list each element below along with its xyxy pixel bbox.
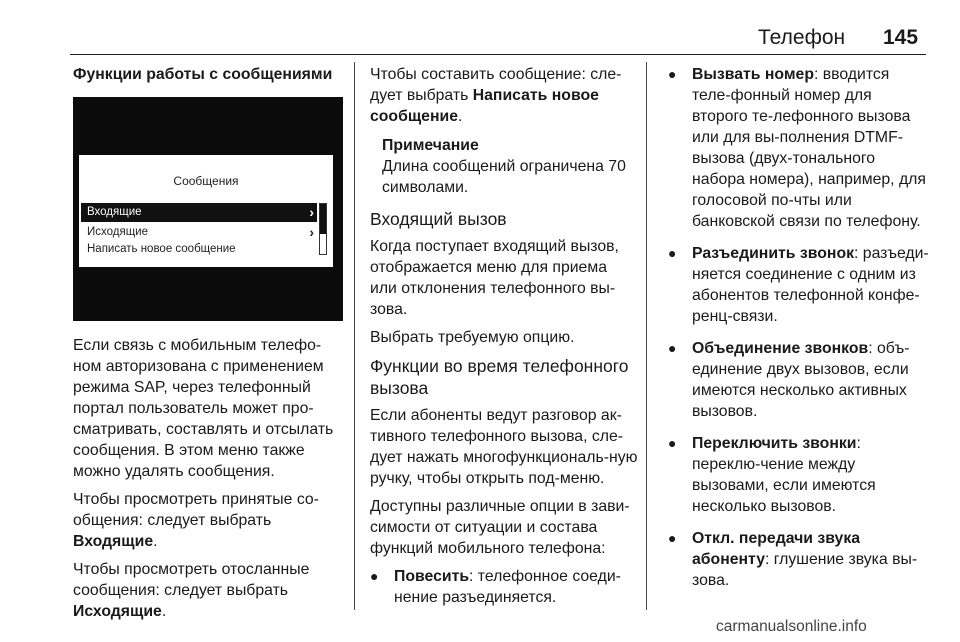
column-1 — [73, 64, 349, 629]
note-title: Примечание — [382, 137, 479, 154]
menu-item-label: Входящие — [87, 206, 142, 218]
list-item: ● Объединение звонков: объ-единение двух вызовов, если имеются несколько активных вызовов. — [668, 338, 930, 422]
column-3 — [668, 64, 930, 602]
paragraph: Доступны различные опции в зави-симости от ситуации и состава функций мобильного телефона: — [370, 498, 630, 557]
list-item: ● Переключить звонки: переклю-чение между вызовами, если имеются несколько вызовов. — [668, 433, 930, 517]
scrollbar-thumb[interactable] — [320, 204, 326, 234]
paragraph: Чтобы составить сообщение: сле-дует выбрать Написать новое сообщение. — [370, 66, 622, 125]
section-heading: Функции работы с сообщениями — [73, 66, 333, 83]
scrollbar[interactable] — [319, 203, 327, 255]
paragraph: Если связь с мобильным телефо-ном авторизована с применением режима SAP, через телефонный портал пользователь может про-сматривать, составлять и отсылать сообщения. В этом меню также можно удалять сообщения. — [73, 337, 334, 480]
column-divider — [646, 62, 647, 610]
menu-item-label: Исходящие — [87, 226, 148, 238]
list-item: ● Повесить: телефонное соеди-нение разъединяется. — [370, 566, 638, 608]
messages-screenshot — [73, 97, 343, 321]
note-box — [382, 135, 638, 198]
messages-screen — [79, 155, 333, 267]
menu-item-inbox[interactable] — [81, 203, 317, 222]
section-heading: Входящий вызов — [370, 209, 507, 229]
menu-item-label: Написать новое сообщение — [87, 243, 236, 255]
list-item: ● Откл. передачи звука абоненту: глушение звука вы-зова. — [668, 528, 930, 591]
note-text: Длина сообщений ограничена 70 символами. — [382, 158, 626, 196]
paragraph: Чтобы просмотреть принятые со-общения: следует выбрать Входящие. — [73, 491, 319, 550]
section-heading: Функции во время телефонного вызова — [370, 356, 629, 398]
column-2 — [370, 64, 638, 619]
column-divider — [354, 62, 355, 610]
header-rule — [70, 54, 926, 55]
paragraph: Выбрать требуемую опцию. — [370, 329, 575, 346]
chevron-right-icon: › — [309, 204, 314, 220]
screen-title: Сообщения — [173, 174, 239, 188]
header-title: Телефон — [758, 26, 846, 49]
menu-item-compose[interactable] — [81, 240, 317, 259]
paragraph: Если абоненты ведут разговор ак-тивного телефонного вызова, сле-дует нажать многофункциональ-ную ручку, чтобы открыть под-меню. — [370, 407, 638, 487]
paragraph: Чтобы просмотреть отосланные сообщения: следует выбрать Исходящие. — [73, 561, 310, 620]
page-number: 145 — [883, 26, 919, 49]
chevron-right-icon: › — [309, 224, 314, 240]
watermark: carmanualsonline.info — [716, 618, 867, 635]
list-item: ● Вызвать номер: вводится теле-фонный номер для второго те-лефонного вызова или для вы-полнения DTMF-вызова (двух-тонального набора номера), например, для голосовой по-чты или банковской связи по телефону. — [668, 64, 930, 232]
paragraph: Когда поступает входящий вызов, отображается меню для приема или отклонения телефонного вы-зова. — [370, 238, 619, 318]
list-item: ● Разъединить звонок: разъеди-няется соединение с одним из абонентов телефонной конфе-ренц-связи. — [668, 243, 930, 327]
